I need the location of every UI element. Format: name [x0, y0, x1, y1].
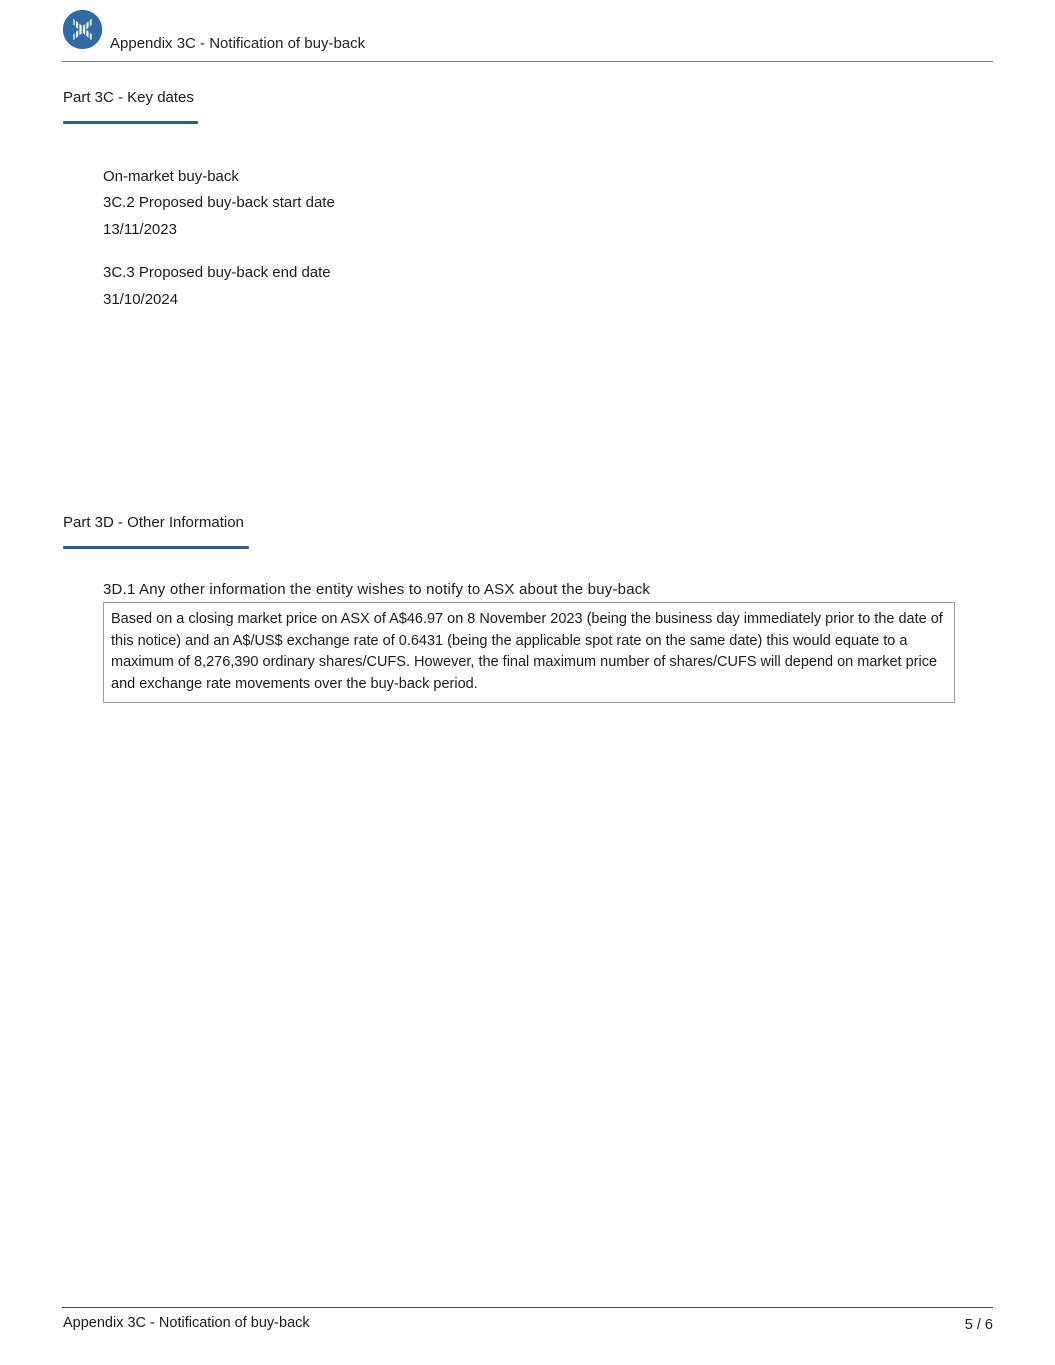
field-3d1-answer-box: Based on a closing market price on ASX of A$46.97 on 8 November 2023 (being the business day immediately prior to the date of this notice) and an A$/US$ exchange rate of 0.6431 (being the applicable spot rate on the same date) this would equate to a maximum of 8,276,390 ordinary shares/CUFS. However, the final maximum number of shares/CUFS will depend on market price and exchange rate movements over the buy-back period.	[103, 602, 955, 703]
field-3c3-value: 31/10/2024	[103, 291, 179, 308]
footer-document-title: Appendix 3C - Notification of buy-back	[63, 1315, 310, 1331]
part-3c-heading-underline	[63, 121, 198, 124]
header-document-title: Appendix 3C - Notification of buy-back	[110, 35, 366, 52]
page-number-indicator: 5 / 6	[964, 1317, 993, 1333]
field-3c2-value: 13/11/2023	[103, 221, 177, 238]
field-3d1-label: 3D.1 Any other information the entity wishes to notify to ASX about the buy-back	[103, 581, 651, 598]
part-3d-heading: Part 3D - Other Information	[63, 514, 244, 531]
on-market-buy-back-subheading: On-market buy-back	[103, 168, 239, 185]
footer-divider	[62, 1307, 993, 1308]
header-divider	[62, 61, 993, 62]
field-3c2-label: 3C.2 Proposed buy-back start date	[103, 194, 335, 211]
field-3c3-label: 3C.3 Proposed buy-back end date	[103, 264, 331, 281]
part-3d-heading-underline	[63, 546, 249, 549]
asx-logo-icon	[62, 9, 103, 50]
part-3c-heading: Part 3C - Key dates	[63, 89, 194, 106]
